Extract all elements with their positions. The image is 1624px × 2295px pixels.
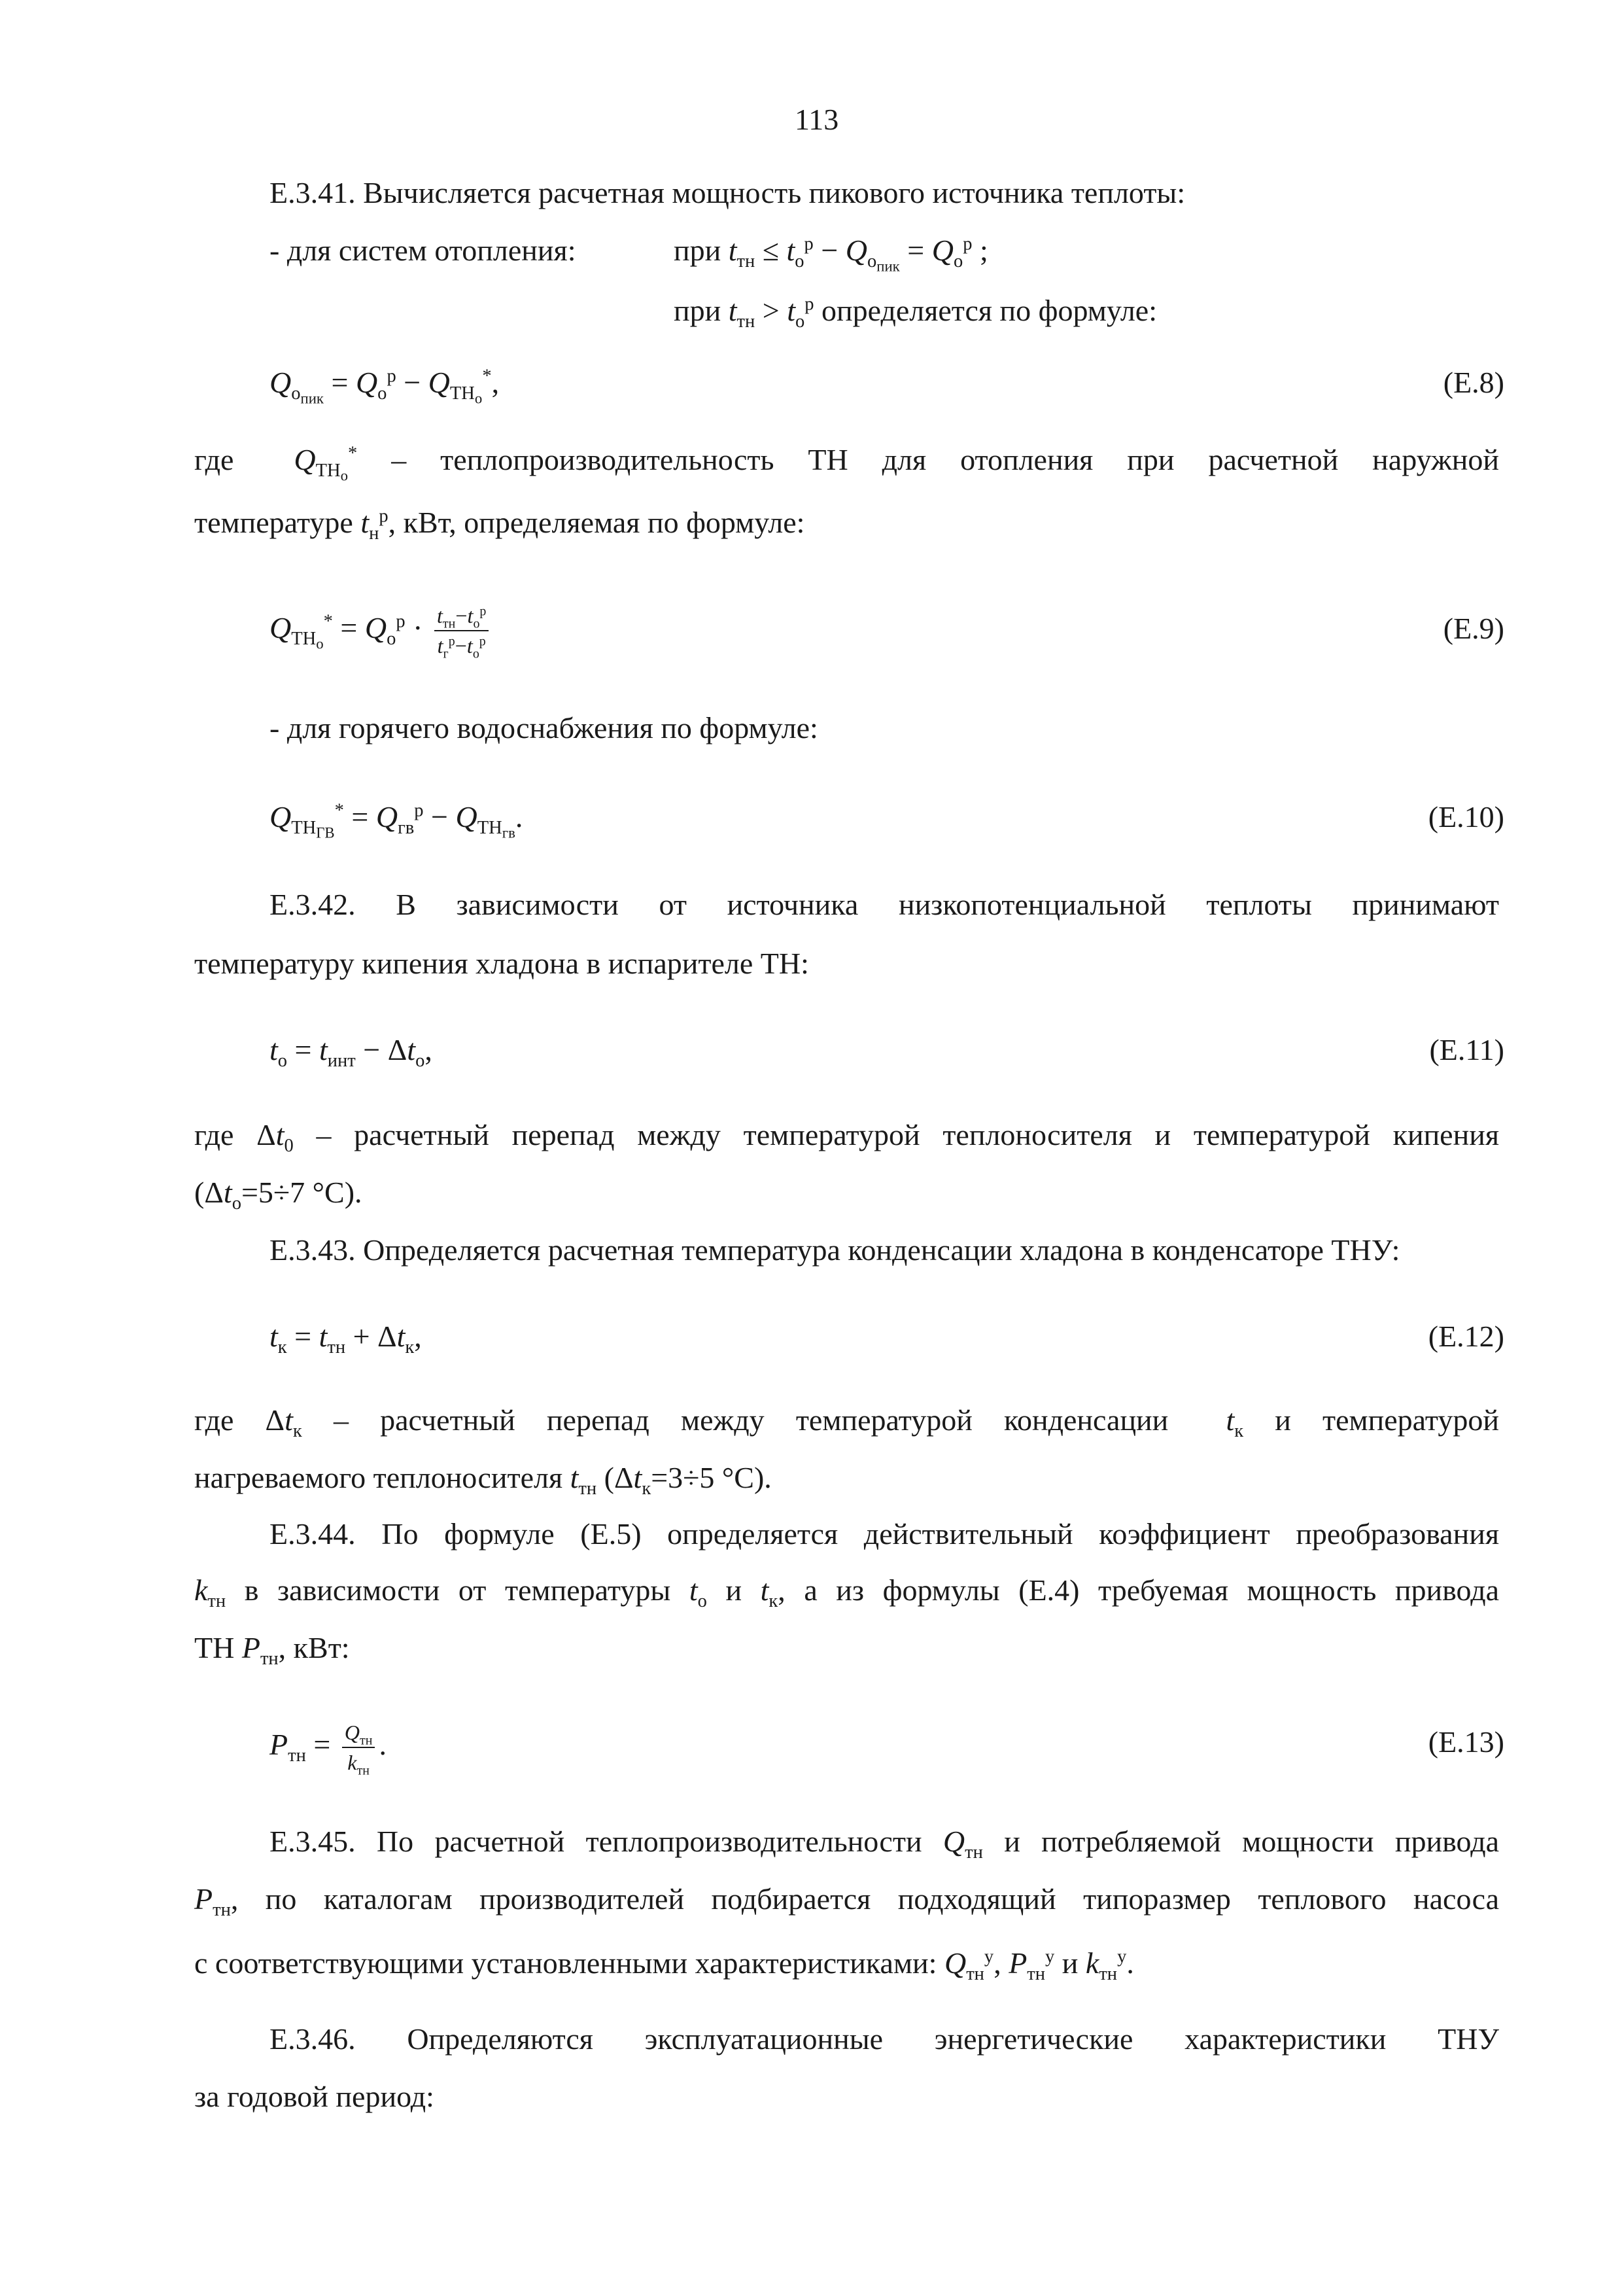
where-text-e11-line2: ($\Delta t_о=5\div 7$ °С). [194,1176,362,1214]
equation-number-e13: (Е.13) [1428,1725,1504,1759]
section-e341-heading: Е.3.41. Вычисляется расчетная мощность пикового источника теплоты: [269,176,1186,209]
formula-e9-fraction: $\frac{t_{тн}-t_о^р}{t_г^р-t_о^р}$ [434,605,489,656]
page-number: 113 [795,103,839,136]
equation-number-e12: (Е.12) [1428,1320,1504,1353]
section-e345-line3: с соответствующими установленными характеристиками: $Q_{тн}^у$, $P_{тн}^у$ и $k_{тн}^у$. [194,1946,1134,1985]
equation-number-e10: (Е.10) [1428,800,1504,833]
equation-number-e9: (Е.9) [1443,612,1504,645]
case-1-condition: при $t_{тн} \le t_о^р - Q_{о_{пик}} = Q_о^р$ ; [674,234,988,275]
heating-systems-label: - для систем отопления: [269,234,576,267]
dhw-label: - для горячего водоснабжения по формуле: [269,711,818,745]
where-text-e8-line1: где $Q_{ТН_о}^*$ – теплопроизводительность ТН для отопления при расчетной наружной [194,443,1500,484]
formula-e8: $Q_{о_{пик}} = Q_о^р - Q_{ТН_о}^*$, [269,366,500,407]
section-e343-heading: Е.3.43. Определяется расчетная температура конденсации хладона в конденсаторе ТНУ: [269,1233,1400,1267]
section-e345-line2: $P_{тн}$, по каталогам производителей подбирается подходящий типоразмер теплового насоса [194,1882,1499,1921]
equation-number-e8: (Е.8) [1443,366,1504,399]
formula-e11: $t_о = t_{инт} - \Delta t_о$, [269,1033,432,1072]
formula-e10: $Q_{ТН_{ГВ}}^* = Q_{гв}^р - Q_{ТН_{гв}}$. [269,800,523,841]
section-e344-line3: ТН $P_{тн}$, кВт: [194,1631,350,1670]
section-e346-line1: Е.3.46. Определяются эксплуатационные энергетические характеристики ТНУ [269,2022,1499,2056]
section-e342-line2: температуру кипения хладона в испарителе ТН: [194,947,809,980]
formula-e9: $Q_{ТН_о}^* = Q_о^р$ · $\frac{t_{тн}-t_о^р}{t_г^р-t_о^р}$ [269,605,492,656]
section-e345-line1: Е.3.45. По расчетной теплопроизводительности $Q_{тн}$ и потребляемой мощности привода [269,1825,1500,1863]
where-text-e11-line1: где $\Delta t_0$ – расчетный перепад между температурой теплоносителя и температурой кипения [194,1118,1499,1157]
formula-e13: $P_{тн}$ = $\frac{Q_{тн}}{k_{тн}}$ . [269,1721,387,1778]
where-text-e12-line2: нагреваемого теплоносителя $t_{тн}$ ($\Delta t_к=3\div 5$ °С). [194,1461,772,1499]
section-e346-line2: за годовой период: [194,2080,434,2113]
case-2-condition: при $t_{тн} > t_о^р$ определяется по формуле: [674,294,1158,332]
where-text-e12-line1: где $\Delta t_к$ – расчетный перепад между температурой конденсации $t_к$ и температурой [194,1403,1500,1442]
formula-e13-fraction: $\frac{Q_{тн}}{k_{тн}}$ [342,1722,375,1773]
equation-number-e11: (Е.11) [1429,1033,1504,1066]
section-e344-line2: $k_{тн}$ в зависимости от температуры $t_о$ и $t_к$, а из формулы (Е.4) требуемая мощность привода [194,1573,1500,1612]
section-e344-line1: Е.3.44. По формуле (Е.5) определяется действительный коэффициент преобразования [269,1517,1499,1550]
where-text-e8-line2: температуре $t_н^р$, кВт, определяемая по формуле: [194,506,805,544]
formula-e12: $t_к = t_{тн} + \Delta t_к$, [269,1320,422,1358]
section-e342-line1: Е.3.42. В зависимости от источника низкопотенциальной теплоты принимают [269,888,1499,921]
